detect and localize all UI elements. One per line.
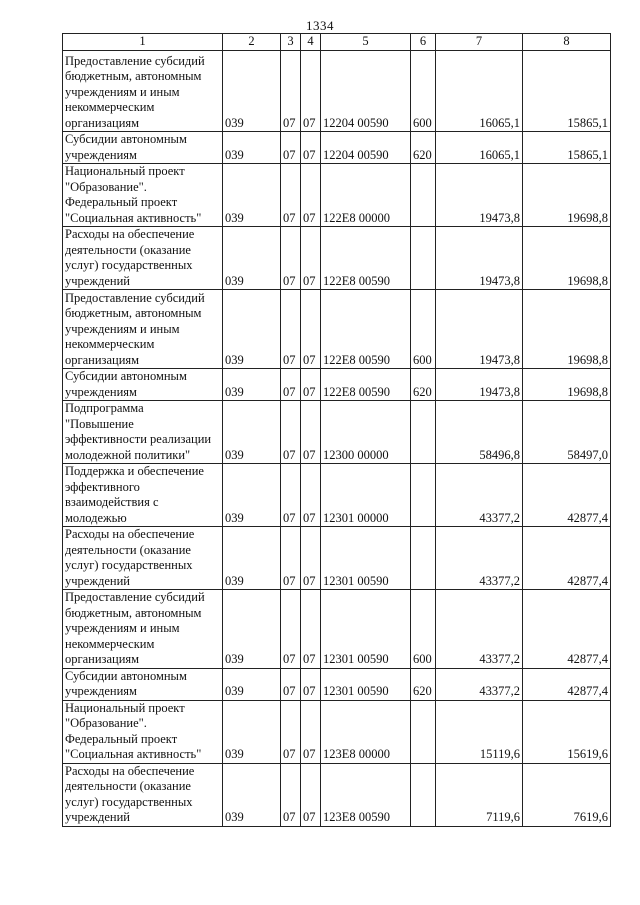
cell-name: [63, 464, 223, 527]
cell-admin-code: 039: [223, 700, 281, 763]
cell-admin-code: 039: [223, 590, 281, 669]
cell-target-article: 123Е8 00590: [321, 763, 411, 826]
cell-subsection: 07: [301, 590, 321, 669]
cell-amount-year2: 15619,6: [523, 700, 611, 763]
cell-amount-year2: 42877,4: [523, 527, 611, 590]
cell-target-article: 123Е8 00000: [321, 700, 411, 763]
cell-target-article: 12301 00590: [321, 668, 411, 700]
row-name-text: Расходы на обеспечение деятельности (оказание услуг) государственных учреждений: [65, 227, 195, 288]
cell-admin-code: 039: [223, 527, 281, 590]
cell-section: 07: [281, 290, 301, 369]
table-row: [63, 227, 611, 290]
table-row: [63, 132, 611, 164]
cell-section: 07: [281, 401, 301, 464]
cell-section: 07: [281, 227, 301, 290]
cell-subsection: 07: [301, 527, 321, 590]
cell-expense-type: [411, 763, 436, 826]
cell-section: 07: [281, 668, 301, 700]
cell-amount-year1: 43377,2: [436, 527, 523, 590]
cell-name: [63, 132, 223, 164]
cell-amount-year2: 15865,1: [523, 51, 611, 132]
cell-admin-code: 039: [223, 290, 281, 369]
budget-table: [62, 33, 611, 827]
cell-section: 07: [281, 164, 301, 227]
row-name-text: Национальный проект "Образование". Федеральный проект "Социальная активность": [65, 700, 202, 761]
row-name-text: Поддержка и обеспечение эффективного взаимодействия с молодежью: [65, 464, 204, 525]
cell-amount-year1: 43377,2: [436, 668, 523, 700]
cell-name: [63, 227, 223, 290]
cell-subsection: 07: [301, 51, 321, 132]
cell-expense-type: [411, 164, 436, 227]
cell-section: 07: [281, 590, 301, 669]
cell-amount-year2: 58497,0: [523, 401, 611, 464]
table-row: [63, 401, 611, 464]
cell-amount-year2: 19698,8: [523, 227, 611, 290]
table-row: [63, 369, 611, 401]
cell-expense-type: 620: [411, 369, 436, 401]
cell-name: [63, 668, 223, 700]
table-row: [63, 763, 611, 826]
cell-subsection: 07: [301, 464, 321, 527]
column-header: 3: [281, 34, 301, 51]
cell-subsection: 07: [301, 369, 321, 401]
cell-section: 07: [281, 700, 301, 763]
cell-admin-code: 039: [223, 401, 281, 464]
row-name-text: Субсидии автономным учреждениям: [65, 369, 187, 399]
page-number: 1334: [306, 18, 334, 33]
cell-amount-year1: 58496,8: [436, 401, 523, 464]
column-header: 8: [523, 34, 611, 51]
cell-admin-code: 039: [223, 668, 281, 700]
cell-subsection: 07: [301, 401, 321, 464]
cell-name: [63, 369, 223, 401]
cell-target-article: 12204 00590: [321, 132, 411, 164]
cell-amount-year1: 43377,2: [436, 590, 523, 669]
cell-amount-year1: 16065,1: [436, 132, 523, 164]
row-name-text: Национальный проект "Образование". Федеральный проект "Социальная активность": [65, 164, 202, 225]
cell-subsection: 07: [301, 227, 321, 290]
cell-target-article: 122Е8 00000: [321, 164, 411, 227]
row-name-text: Субсидии автономным учреждениям: [65, 668, 187, 698]
row-name-text: Расходы на обеспечение деятельности (оказание услуг) государственных учреждений: [65, 763, 195, 824]
cell-expense-type: 600: [411, 51, 436, 132]
cell-target-article: 12301 00590: [321, 527, 411, 590]
row-name-text: Предоставление субсидий бюджетным, автономным учреждениям и иным некоммерческим организациям: [65, 53, 205, 130]
column-header: 4: [301, 34, 321, 51]
cell-section: 07: [281, 527, 301, 590]
table-row: [63, 290, 611, 369]
cell-amount-year2: 15865,1: [523, 132, 611, 164]
cell-subsection: 07: [301, 164, 321, 227]
cell-target-article: 12301 00000: [321, 464, 411, 527]
column-header: 6: [411, 34, 436, 51]
cell-section: 07: [281, 369, 301, 401]
table-header-row: [63, 34, 611, 51]
cell-admin-code: 039: [223, 369, 281, 401]
row-name-text: Предоставление субсидий бюджетным, автономным учреждениям и иным некоммерческим организациям: [65, 590, 205, 666]
cell-name: [63, 51, 223, 132]
cell-amount-year1: 43377,2: [436, 464, 523, 527]
cell-amount-year2: 42877,4: [523, 464, 611, 527]
table-row: [63, 464, 611, 527]
cell-amount-year2: 19698,8: [523, 290, 611, 369]
cell-amount-year1: 16065,1: [436, 51, 523, 132]
cell-amount-year1: 7119,6: [436, 763, 523, 826]
table-row: [63, 700, 611, 763]
cell-target-article: 12204 00590: [321, 51, 411, 132]
cell-section: 07: [281, 763, 301, 826]
cell-expense-type: [411, 227, 436, 290]
cell-name: [63, 700, 223, 763]
cell-admin-code: 039: [223, 132, 281, 164]
cell-amount-year1: 15119,6: [436, 700, 523, 763]
cell-name: [63, 401, 223, 464]
cell-expense-type: 620: [411, 668, 436, 700]
cell-subsection: 07: [301, 668, 321, 700]
cell-amount-year2: 42877,4: [523, 668, 611, 700]
cell-amount-year1: 19473,8: [436, 369, 523, 401]
cell-amount-year2: 19698,8: [523, 164, 611, 227]
cell-expense-type: [411, 401, 436, 464]
cell-admin-code: 039: [223, 51, 281, 132]
cell-amount-year1: 19473,8: [436, 290, 523, 369]
table-row: [63, 164, 611, 227]
cell-expense-type: 620: [411, 132, 436, 164]
cell-amount-year1: 19473,8: [436, 227, 523, 290]
table-row: [63, 590, 611, 669]
row-name-text: Подпрограмма "Повышение эффективности реализации молодежной политики": [65, 401, 212, 462]
column-header: 1: [63, 34, 223, 51]
cell-amount-year2: 19698,8: [523, 369, 611, 401]
cell-amount-year2: 42877,4: [523, 590, 611, 669]
cell-name: [63, 290, 223, 369]
column-header: 7: [436, 34, 523, 51]
cell-admin-code: 039: [223, 227, 281, 290]
cell-expense-type: [411, 464, 436, 527]
cell-admin-code: 039: [223, 164, 281, 227]
cell-expense-type: [411, 527, 436, 590]
cell-target-article: 122Е8 00590: [321, 290, 411, 369]
cell-section: 07: [281, 51, 301, 132]
cell-name: [63, 164, 223, 227]
cell-target-article: 122Е8 00590: [321, 227, 411, 290]
cell-name: [63, 527, 223, 590]
cell-target-article: 122Е8 00590: [321, 369, 411, 401]
cell-name: [63, 590, 223, 669]
cell-subsection: 07: [301, 290, 321, 369]
cell-section: 07: [281, 464, 301, 527]
column-header: 5: [321, 34, 411, 51]
cell-name: [63, 763, 223, 826]
cell-section: 07: [281, 132, 301, 164]
table-row: [63, 668, 611, 700]
cell-admin-code: 039: [223, 763, 281, 826]
cell-subsection: 07: [301, 132, 321, 164]
cell-subsection: 07: [301, 700, 321, 763]
cell-expense-type: 600: [411, 290, 436, 369]
table-row: [63, 527, 611, 590]
cell-amount-year2: 7619,6: [523, 763, 611, 826]
table-row: [63, 51, 611, 132]
cell-expense-type: [411, 700, 436, 763]
row-name-text: Предоставление субсидий бюджетным, автономным учреждениям и иным некоммерческим организациям: [65, 290, 205, 367]
cell-target-article: 12300 00000: [321, 401, 411, 464]
cell-target-article: 12301 00590: [321, 590, 411, 669]
row-name-text: Расходы на обеспечение деятельности (оказание услуг) государственных учреждений: [65, 527, 195, 588]
cell-admin-code: 039: [223, 464, 281, 527]
cell-subsection: 07: [301, 763, 321, 826]
row-name-text: Субсидии автономным учреждениям: [65, 132, 187, 162]
cell-expense-type: 600: [411, 590, 436, 669]
column-header: 2: [223, 34, 281, 51]
cell-amount-year1: 19473,8: [436, 164, 523, 227]
